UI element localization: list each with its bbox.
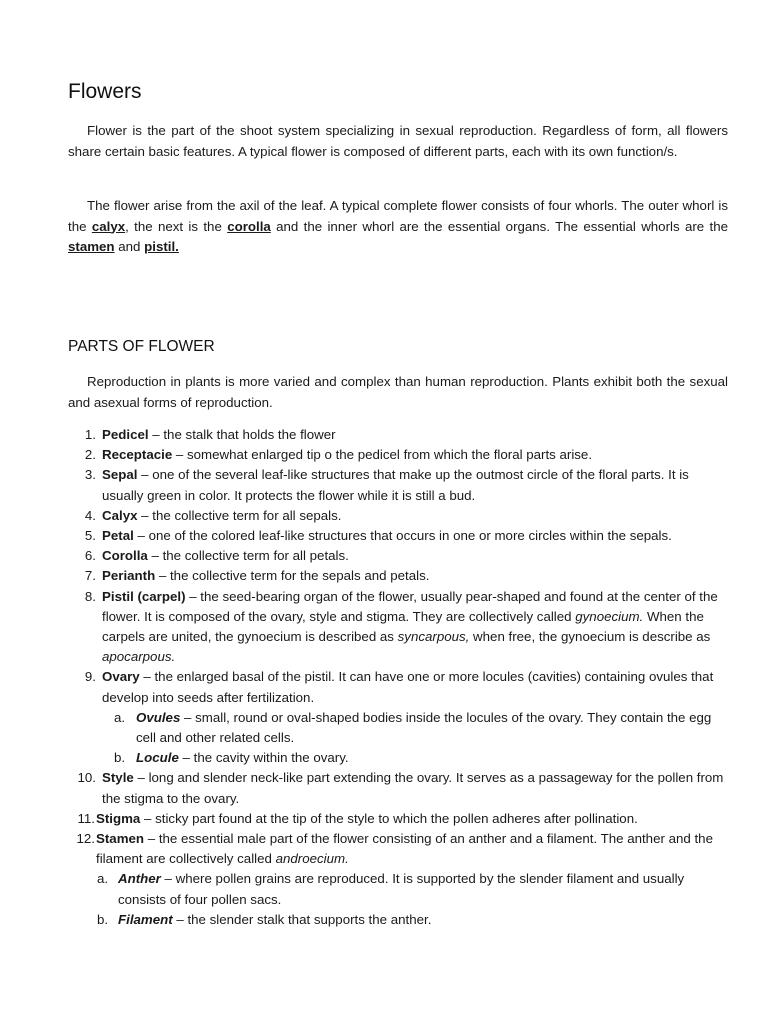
item-definition: When the carpels are united, the gynoecium is described as — [102, 608, 704, 645]
stamen-term: stamen — [68, 239, 115, 254]
pistil-term: pistil. — [144, 239, 179, 254]
list-item — [68, 506, 730, 526]
item-term: Calyx — [102, 507, 138, 523]
item-definition: – the collective term for all sepals. — [137, 507, 342, 523]
item-number: 10. — [77, 770, 96, 786]
parts-list — [68, 425, 730, 930]
section-intro: Reproduction in plants is more varied and complex than human reproduction. Plants exhibit both the sexual and asexual forms of reproduction. — [68, 374, 728, 410]
item-emphasis: syncarpous, — [397, 629, 470, 645]
list-item — [68, 667, 730, 768]
section-title: PARTS OF FLOWER — [68, 338, 215, 355]
list-item — [68, 768, 730, 808]
item-number: 4. — [84, 507, 96, 523]
item-number: 3. — [84, 467, 96, 483]
item-definition: – long and slender neck-like part extending the ovary. It serves as a passageway for the pollen from the stigma to the ovary. — [102, 770, 724, 806]
item-term: Perianth — [102, 568, 156, 584]
item-definition: – the essential male part of the flower consisting of an anther and a filament. The anther and the filament are collectively called — [96, 831, 713, 867]
sub-list-item — [96, 910, 730, 930]
item-definition: when free, the gynoecium is describe as — [469, 629, 711, 645]
item-emphasis: apocarpous. — [102, 649, 176, 665]
calyx-term: calyx — [91, 218, 126, 234]
item-term: Pedicel — [102, 427, 149, 442]
item-number: 8. — [84, 588, 96, 604]
sub-item-term: Ovules — [136, 709, 181, 725]
corolla-term: corolla — [227, 218, 271, 234]
item-number: 12. — [76, 831, 95, 847]
sub-list-item — [96, 869, 730, 909]
item-emphasis: androecium. — [275, 851, 349, 867]
item-number: 5. — [84, 528, 96, 544]
item-term: Petal — [102, 528, 134, 544]
list-item — [68, 465, 730, 505]
list-item — [68, 809, 730, 829]
item-term: Sepal — [102, 467, 138, 483]
list-item — [68, 829, 730, 930]
sub-list-item — [102, 708, 730, 748]
item-number: 2. — [84, 447, 96, 463]
item-definition: – the enlarged basal of the pistil. It can have one or more locules (cavities) containing ovules that develop into seeds after fertilization. — [102, 669, 714, 705]
item-definition: – one of the colored leaf-like structures that occurs in one or more circles within the sepals. — [133, 528, 672, 544]
sub-list — [102, 708, 730, 769]
item-term: Style — [102, 770, 134, 786]
item-number: 11. — [77, 810, 95, 826]
item-definition: – one of the several leaf-like structures that make up the outmost circle of the floral parts. It is usually green in color. It protects the flower while it is still a bud. — [102, 467, 689, 503]
list-item — [68, 425, 730, 445]
item-term: Stigma — [96, 810, 141, 826]
list-item — [68, 526, 730, 546]
item-definition: – sticky part found at the tip of the style to which the pollen adheres after pollination. — [140, 810, 638, 826]
sub-list-item — [102, 748, 730, 768]
sub-item-letter: b. — [114, 750, 126, 766]
item-number: 9. — [84, 669, 96, 685]
sub-item-letter: a. — [97, 871, 109, 887]
sub-item-definition: – the slender stalk that supports the anther. — [172, 911, 432, 927]
item-number: 7. — [84, 568, 96, 584]
item-number: 1. — [84, 427, 96, 442]
sub-item-term: Anther — [118, 871, 161, 887]
list-item — [68, 445, 730, 465]
sub-item-letter: b. — [97, 911, 109, 927]
intro-paragraph-1: Flower is the part of the shoot system specializing in sexual reproduction. Regardless of form, all flowers share certain basic features. A typical flower is composed of different parts, each with its own function/s. — [68, 123, 728, 159]
item-term: Stamen — [96, 831, 145, 847]
item-definition: – somewhat enlarged tip o the pedicel from which the floral parts arise. — [172, 447, 593, 463]
item-definition: – the collective term for the sepals and petals. — [155, 568, 430, 584]
item-term: Pistil (carpel) — [102, 588, 186, 604]
item-definition: – the collective term for all petals. — [147, 548, 349, 564]
sub-item-term: Locule — [136, 750, 179, 766]
intro-text: and — [114, 239, 145, 254]
item-term: Corolla — [102, 548, 148, 564]
list-item — [68, 587, 730, 668]
item-term: Receptacie — [102, 447, 173, 463]
sub-item-definition: – where pollen grains are reproduced. It is supported by the slender filament and usually consists of four pollen sacs. — [118, 871, 685, 907]
intro-text: , the next is the — [125, 218, 228, 234]
sub-item-letter: a. — [114, 709, 126, 725]
intro-paragraph-2 — [68, 196, 728, 258]
sub-item-definition: – the cavity within the ovary. — [178, 750, 349, 766]
item-term: Ovary — [102, 669, 140, 685]
item-number: 6. — [84, 548, 96, 564]
item-emphasis: gynoecium. — [575, 608, 644, 624]
sub-item-definition: – small, round or oval-shaped bodies inside the locules of the ovary. They contain the egg cell and other related cells. — [136, 709, 712, 746]
list-item — [68, 546, 730, 566]
list-item — [68, 566, 730, 586]
item-definition: – the seed-bearing organ of the flower, usually pear-shaped and found at the center of the flower. It is composed of the ovary, style and stigma. They are collectively called — [102, 588, 718, 624]
item-definition: – the stalk that holds the flower — [148, 427, 336, 442]
intro-text: The flower arise from the axil of the leaf. A typical complete flower consists of four whorls. The outer whorl is the — [68, 198, 728, 234]
page-title: Flowers — [68, 80, 142, 103]
intro-text: and the inner whorl are the essential organs. The essential whorls are the — [270, 218, 728, 234]
sub-list — [96, 869, 730, 930]
sub-item-term: Filament — [118, 911, 173, 927]
